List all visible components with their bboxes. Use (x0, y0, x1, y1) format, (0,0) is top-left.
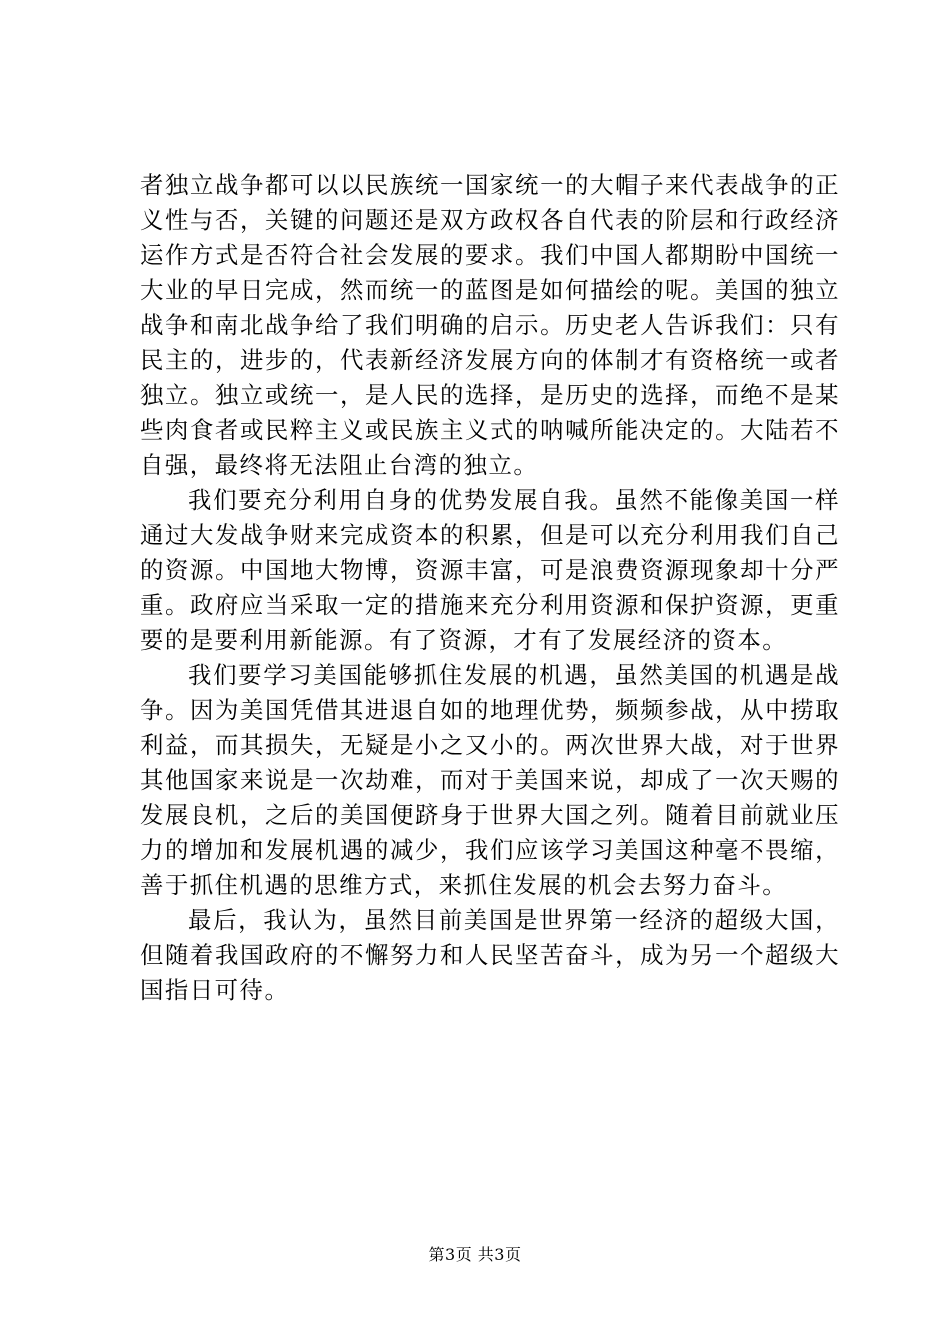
paragraph-conclusion: 最后，我认为，虽然目前美国是世界第一经济的超级大国，但随着我国政府的不懈努力和人民坚苦奋斗，成为另一个超级大国指日可待。 (140, 906, 840, 1004)
paragraph-opportunity: 我们要学习美国能够抓住发展的机遇，虽然美国的机遇是战争。因为美国凭借其进退自如的地理优势，频频参战，从中捞取利益，而其损失，无疑是小之又小的。两次世界大战，对于世界其他国家来说是一次劫难，而对于美国来说，却成了一次天赐的发展良机，之后的美国便跻身于世界大国之列。随着目前就业压力的增加和发展机遇的减少，我们应该学习美国这种毫不畏缩，善于抓住机遇的思维方式，来抓住发展的机会去努力奋斗。 (140, 661, 840, 899)
paragraph-continued: 者独立战争都可以以民族统一国家统一的大帽子来代表战争的正义性与否，关键的问题还是双方政权各自代表的阶层和行政经济运作方式是否符合社会发展的要求。我们中国人都期盼中国统一大业的早日完成，然而统一的蓝图是如何描绘的呢。美国的独立战争和南北战争给了我们明确的启示。历史老人告诉我们：只有民主的，进步的，代表新经济发展方向的体制才有资格统一或者独立。独立或统一，是人民的选择，是历史的选择，而绝不是某些肉食者或民粹主义或民族主义式的呐喊所能决定的。大陆若不自强，最终将无法阻止台湾的独立。 (140, 171, 840, 479)
paragraph-resources: 我们要充分利用自身的优势发展自我。虽然不能像美国一样通过大发战争财来完成资本的积累，但是可以充分利用我们自己的资源。中国地大物博，资源丰富，可是浪费资源现象却十分严重。政府应当采取一定的措施来充分利用资源和保护资源，更重要的是要利用新能源。有了资源，才有了发展经济的资本。 (140, 486, 840, 654)
page-footer: 第3页 共3页 (428, 1245, 522, 1264)
document-body (140, 168, 840, 1008)
